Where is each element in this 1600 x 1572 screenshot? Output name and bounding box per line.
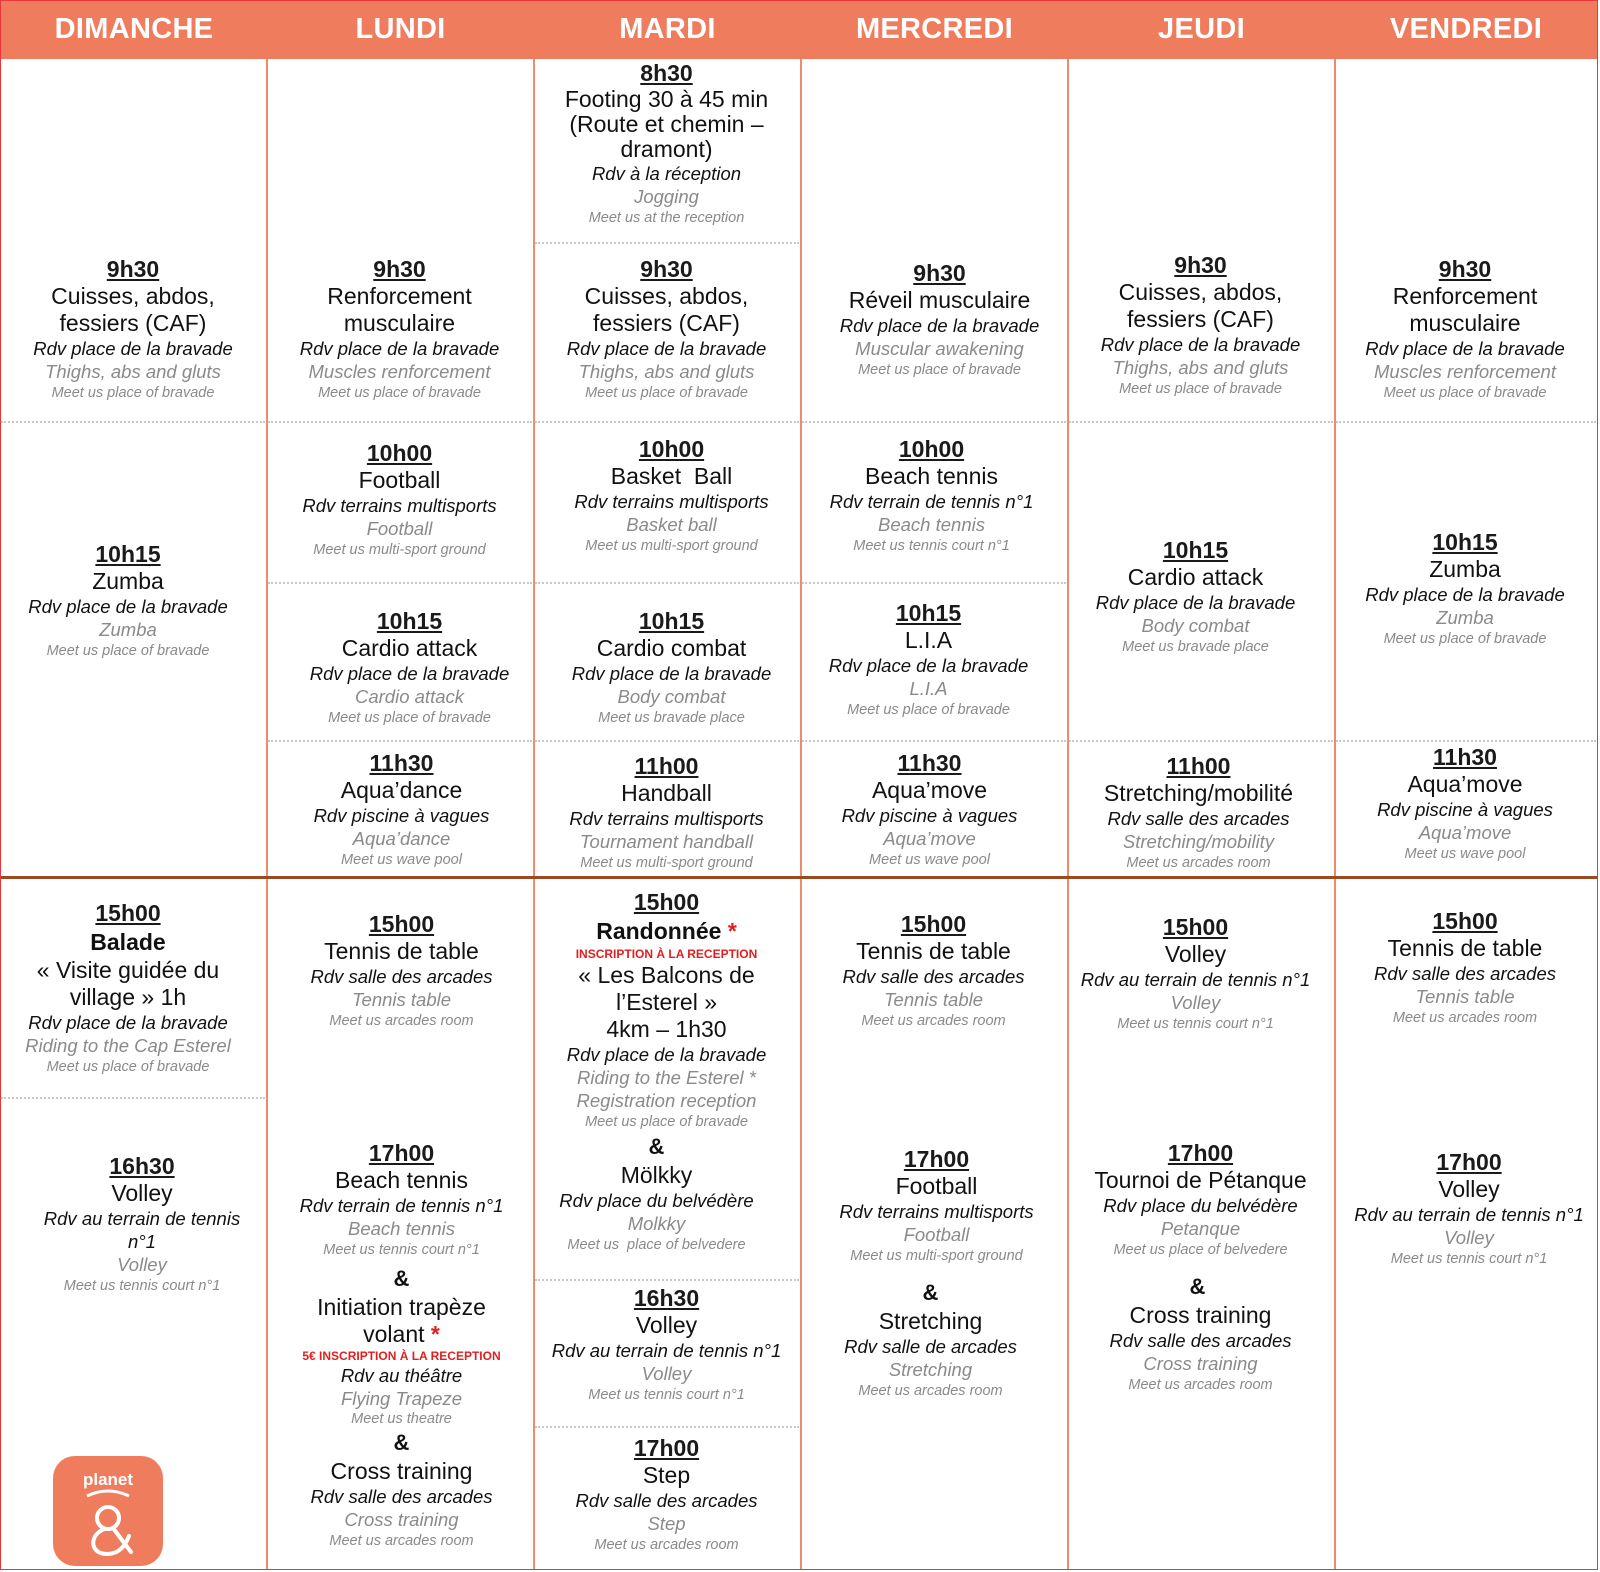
activity-lun-1000	[266, 439, 533, 560]
english-meeting-point: Meet us place of belvedere	[567, 1237, 746, 1253]
activity-title: musculaire	[1409, 310, 1521, 336]
english-title: Tennis table	[883, 989, 984, 1010]
meeting-point: Rdv terrains multisports	[839, 1201, 1034, 1222]
activity-title: Cuisses, abdos,	[584, 283, 749, 309]
row-separator	[1336, 740, 1596, 742]
activity-title: Zumba	[92, 568, 164, 594]
activity-title: Cardio combat	[596, 635, 747, 661]
row-separator	[535, 740, 799, 742]
english-title: Beach tennis	[878, 514, 985, 535]
english-title: Jogging	[634, 186, 699, 207]
english-title: Volley	[1170, 992, 1221, 1013]
activity-time: 10h15	[895, 600, 962, 626]
english-title: Cross training	[344, 1509, 459, 1530]
activity-title-text: volant	[363, 1321, 425, 1347]
activity-title: Tennis de table	[1387, 935, 1543, 961]
activity-jeu-930	[1067, 251, 1334, 399]
midday-separator	[1, 876, 1597, 879]
activity-title: Beach tennis	[865, 463, 998, 489]
meeting-point: Rdv salle des arcades	[310, 1486, 493, 1507]
english-title: Beach tennis	[348, 1218, 455, 1239]
activity-title: Renforcement	[1392, 283, 1538, 309]
english-title: Body combat	[617, 686, 726, 707]
row-separator	[535, 421, 799, 423]
english-meeting-point: Meet us wave pool	[869, 852, 990, 868]
activity-mar-1500	[533, 888, 800, 1255]
meeting-point: Rdv terrain de tennis n°1	[299, 1195, 504, 1216]
english-title: Tournament handball	[579, 831, 754, 852]
english-title: Aqua’move	[1418, 822, 1512, 843]
activity-title: Réveil musculaire	[848, 287, 1031, 313]
meeting-point: Rdv place de la bravade	[1365, 338, 1565, 359]
english-title: Thighs, abs and gluts	[1112, 357, 1289, 378]
activity-title: Renforcement	[327, 283, 472, 309]
activity-time: 15h00	[1432, 908, 1498, 934]
activity-title: Initiation trapèze	[317, 1294, 486, 1320]
activity-title: Cross training	[1129, 1302, 1272, 1328]
meeting-point: Rdv au terrain de tennis n°1	[1080, 969, 1311, 990]
english-title: Thighs, abs and gluts	[45, 361, 221, 382]
english-meeting-point: Meet us tennis court n°1	[588, 1387, 745, 1403]
english-title: Petanque	[1160, 1218, 1241, 1239]
row-separator	[1336, 421, 1596, 423]
activity-title: musculaire	[343, 310, 456, 336]
activity-mer-1000	[798, 435, 1065, 556]
activity-time: 10h15	[1432, 529, 1498, 555]
activity-title: Cuisses, abdos,	[51, 283, 215, 309]
activity-jeu-1015	[1062, 536, 1329, 657]
meeting-point: Rdv piscine à vagues	[313, 805, 490, 826]
activity-time: 9h30	[1174, 252, 1227, 278]
activity-dim-930	[0, 255, 266, 403]
english-meeting-point: Meet us place of bravade	[1383, 385, 1547, 401]
meeting-point: Rdv place de la bravade	[566, 338, 767, 359]
row-separator	[802, 740, 1066, 742]
activity-mer-1130	[796, 749, 1063, 870]
meeting-point: Rdv au théâtre	[340, 1365, 463, 1386]
english-meeting-point: Meet us tennis court n°1	[323, 1242, 480, 1258]
activity-time: 15h00	[900, 911, 967, 937]
activity-time: 10h15	[95, 541, 161, 567]
english-meeting-point: Meet us wave pool	[1404, 846, 1526, 862]
registration-notice: 5€ INSCRIPTION À LA RECEPTION	[302, 1349, 501, 1363]
meeting-point: Rdv place de la bravade	[828, 655, 1029, 676]
english-meeting-point: Meet us wave pool	[341, 852, 462, 868]
english-meeting-point: Meet us tennis court n°1	[1117, 1016, 1274, 1032]
meeting-point: Rdv place de la bravade	[1365, 584, 1565, 605]
activity-time: 17h00	[903, 1146, 970, 1172]
english-title: Football	[366, 518, 433, 539]
activity-mer-1700	[803, 1145, 1070, 1401]
english-meeting-point: Meet us place of belvedere	[1113, 1242, 1288, 1258]
english-meeting-point: Meet us arcades room	[329, 1533, 474, 1549]
english-meeting-point: Meet us bravade place	[598, 710, 745, 726]
ampersand: &	[393, 1430, 410, 1455]
meeting-point: Rdv au terrain de tennis n°1	[551, 1340, 782, 1361]
activity-title: Cardio attack	[1127, 564, 1264, 590]
activity-dim-1015	[0, 540, 256, 661]
day-header	[1, 1, 1597, 59]
activity-title: Aqua’move	[871, 777, 988, 803]
day-mercredi: MERCREDI	[855, 13, 1014, 45]
meeting-point: Rdv place de la bravade	[33, 338, 233, 359]
day-dimanche: DIMANCHE	[54, 13, 214, 45]
meeting-point: Rdv terrains multisports	[574, 491, 769, 512]
row-separator	[535, 242, 799, 244]
english-title: Tennis table	[351, 989, 452, 1010]
english-title: Registration reception	[576, 1090, 757, 1111]
english-title: Riding to the Cap Esterel	[25, 1035, 231, 1056]
activity-title: Stretching/mobilité	[1103, 780, 1294, 806]
activity-title: L.I.A	[904, 627, 953, 653]
activity-title: Cardio attack	[341, 635, 478, 661]
meeting-point: Rdv place de la bravade	[1100, 334, 1301, 355]
english-title: Muscles renforcement	[1374, 361, 1556, 382]
activity-time: 8h30	[640, 60, 693, 86]
activity-mer-1500	[800, 910, 1067, 1031]
row-separator	[1, 421, 265, 423]
activity-time: 17h00	[1167, 1140, 1234, 1166]
activity-title-bold: Randonnée	[596, 918, 722, 944]
row-separator	[1069, 421, 1333, 423]
activity-title: dramont)	[620, 136, 713, 162]
meeting-point: Rdv au terrain de tennis n°1	[1354, 1204, 1584, 1225]
activity-title: village » 1h	[69, 984, 187, 1010]
english-title: Flying Trapeze	[341, 1388, 462, 1409]
activity-title: « Visite guidée du	[36, 957, 220, 983]
english-meeting-point: Meet us tennis court n°1	[63, 1278, 221, 1294]
meeting-point: Rdv place du belvédère	[559, 1190, 754, 1211]
ampersand: &	[393, 1266, 410, 1291]
row-separator	[1069, 740, 1333, 742]
activity-title: Volley	[1438, 1176, 1500, 1202]
activity-time: 17h00	[633, 1435, 700, 1461]
registration-notice: INSCRIPTION À LA RECEPTION	[575, 947, 758, 961]
activity-title: Cuisses, abdos,	[1118, 279, 1283, 305]
activity-mar-1015	[538, 607, 805, 728]
english-meeting-point: Meet us place of bravade	[1383, 631, 1547, 647]
english-meeting-point: Meet us place of bravade	[585, 385, 748, 401]
meeting-point: Rdv au terrain de tennis	[43, 1208, 241, 1229]
activity-title: Basket Ball	[610, 463, 733, 489]
meeting-point: Rdv salle des arcades	[1107, 808, 1290, 829]
english-meeting-point: Meet us arcades room	[594, 1537, 739, 1553]
meeting-point: Rdv salle des arcades	[842, 966, 1025, 987]
ampersand: &	[1189, 1274, 1206, 1299]
meeting-point: Rdv salle des arcades	[310, 966, 493, 987]
meeting-point: Rdv piscine à vagues	[841, 805, 1018, 826]
activity-time: 11h00	[634, 753, 699, 779]
english-title: L.I.A	[909, 678, 948, 699]
row-separator	[535, 1279, 799, 1281]
english-title: Thighs, abs and gluts	[578, 361, 755, 382]
activity-ven-1700	[1338, 1148, 1600, 1269]
activity-title-bold: Balade	[90, 929, 166, 955]
activity-title: fessiers (CAF)	[1127, 306, 1274, 332]
activity-title: Tennis de table	[856, 938, 1011, 964]
english-title: Football	[903, 1224, 970, 1245]
day-jeudi: JEUDI	[1158, 13, 1245, 45]
activity-dim-1630	[14, 1152, 270, 1296]
activity-time: 9h30	[913, 260, 966, 286]
english-title: Muscles renforcement	[308, 361, 491, 382]
activity-time: 10h00	[366, 440, 433, 466]
activity-title: Stretching	[878, 1308, 983, 1334]
activity-title: Zumba	[1429, 556, 1501, 582]
activity-time: 10h15	[638, 608, 705, 634]
activity-title: (Route et chemin –	[569, 111, 764, 137]
english-meeting-point: Meet us tennis court n°1	[853, 538, 1010, 554]
english-meeting-point: Meet us at the reception	[588, 210, 745, 226]
activity-lun-1130	[268, 749, 535, 870]
activity-time: 10h15	[376, 608, 443, 634]
activity-title: Football	[895, 1173, 978, 1199]
activity-title: Cross training	[330, 1458, 473, 1484]
activity-title: l’Esterel »	[616, 989, 717, 1015]
activity-title: Volley	[635, 1312, 698, 1338]
english-title: Stretching/mobility	[1122, 831, 1275, 852]
english-meeting-point: Meet us place of bravade	[328, 710, 491, 726]
row-separator	[535, 1426, 799, 1428]
activity-title: Footing 30 à 45 min	[564, 86, 769, 112]
activity-title: Step	[642, 1462, 691, 1488]
activity-title: Aqua’dance	[340, 777, 463, 803]
activity-time: 16h30	[633, 1285, 700, 1311]
english-meeting-point: Meet us theatre	[351, 1411, 452, 1427]
activity-jeu-1700	[1067, 1139, 1334, 1395]
english-title: Cross training	[1143, 1353, 1258, 1374]
activity-time: 11h00	[1166, 753, 1231, 779]
meeting-point: Rdv piscine à vagues	[1377, 799, 1553, 820]
meeting-point: Rdv salle des arcades	[1373, 963, 1556, 984]
english-title: Step	[647, 1513, 686, 1534]
activity-time: 9h30	[1438, 256, 1492, 282]
english-title: Muscular awakening	[855, 338, 1024, 359]
activity-time: 10h00	[898, 436, 965, 462]
english-meeting-point: Meet us arcades room	[858, 1383, 1003, 1399]
activity-lun-1700	[268, 1139, 535, 1551]
planet-logo	[53, 1456, 163, 1566]
activity-title: Tennis de table	[324, 938, 479, 964]
english-title: Volley	[117, 1254, 167, 1275]
meeting-point: Rdv terrains multisports	[302, 495, 497, 516]
english-title: Riding to the Esterel *	[577, 1067, 756, 1088]
english-meeting-point: Meet us tennis court n°1	[1390, 1251, 1548, 1267]
row-separator	[268, 740, 532, 742]
activity-mar-1700	[533, 1434, 800, 1555]
english-meeting-point: Meet us place of bravade	[46, 643, 210, 659]
english-title: Zumba	[1436, 607, 1494, 628]
asterisk: *	[430, 1321, 440, 1347]
activity-title: fessiers (CAF)	[59, 310, 207, 336]
activity-ven-1130	[1334, 743, 1596, 864]
english-meeting-point: Meet us place of bravade	[1119, 381, 1282, 397]
english-title: Cardio attack	[355, 686, 464, 707]
activity-title: Football	[358, 467, 441, 493]
activity-mar-1000	[538, 435, 805, 556]
activity-time: 15h00	[95, 900, 161, 926]
activity-time: 11h30	[897, 750, 962, 776]
activity-lun-1015	[276, 607, 543, 728]
english-meeting-point: Meet us multi-sport ground	[585, 538, 758, 554]
english-meeting-point: Meet us place of bravade	[51, 385, 215, 401]
activity-title: « Les Balcons de	[578, 962, 755, 988]
activity-title: Mölkky	[620, 1162, 693, 1188]
activity-time: 10h15	[1162, 537, 1229, 563]
english-title: Volley	[641, 1363, 692, 1384]
english-meeting-point: Meet us arcades room	[329, 1013, 474, 1029]
meeting-point: Rdv à la réception	[591, 163, 742, 184]
meeting-point: Rdv salle des arcades	[575, 1490, 758, 1511]
activity-title: Volley	[111, 1180, 173, 1206]
english-title: Body combat	[1141, 615, 1250, 636]
activity-time: 15h00	[368, 911, 435, 937]
activity-title: 4km – 1h30	[606, 1016, 727, 1042]
activity-ven-930	[1334, 255, 1596, 403]
activity-title: Tournoi de Pétanque	[1094, 1167, 1307, 1193]
meeting-point: Rdv salle des arcades	[1109, 1330, 1292, 1351]
activity-mar-930	[533, 255, 800, 403]
activity-title: fessiers (CAF)	[593, 310, 740, 336]
activity-mer-930	[806, 259, 1073, 380]
english-title: Volley	[1444, 1227, 1494, 1248]
row-separator	[535, 582, 799, 584]
english-meeting-point: Meet us arcades room	[1392, 1010, 1538, 1026]
activity-title-line	[533, 916, 800, 946]
activity-time: 15h00	[1162, 914, 1229, 940]
activity-title-line	[268, 1321, 535, 1348]
meeting-point: Rdv terrain de tennis n°1	[829, 491, 1034, 512]
activity-time: 9h30	[373, 256, 426, 282]
meeting-point: Rdv place de la bravade	[28, 596, 228, 617]
activity-time: 16h30	[109, 1153, 175, 1179]
meeting-point: Rdv terrains multisports	[569, 808, 764, 829]
english-meeting-point: Meet us multi-sport ground	[580, 855, 753, 871]
english-meeting-point: Meet us multi-sport ground	[850, 1248, 1023, 1264]
english-meeting-point: Meet us arcades room	[861, 1013, 1006, 1029]
english-meeting-point: Meet us place of bravade	[46, 1059, 210, 1075]
english-title: Zumba	[99, 619, 157, 640]
activity-dim-1500	[0, 899, 256, 1077]
row-separator	[802, 421, 1066, 423]
activity-mar-1630	[533, 1284, 800, 1405]
activity-mar-1100	[533, 752, 800, 873]
day-mardi: MARDI	[619, 13, 716, 45]
activity-ven-1015	[1334, 528, 1596, 649]
activity-time: 17h00	[1436, 1149, 1502, 1175]
english-title: Tennis table	[1415, 986, 1515, 1007]
activity-time: 11h30	[369, 750, 434, 776]
activity-time: 11h30	[1433, 744, 1497, 770]
activity-lun-1500	[268, 910, 535, 1031]
day-vendredi: VENDREDI	[1389, 13, 1543, 45]
day-lundi: LUNDI	[355, 13, 446, 45]
activity-time: 9h30	[106, 256, 160, 282]
activity-title: Handball	[621, 780, 712, 806]
ampersand: &	[922, 1280, 939, 1305]
english-title: Molkky	[627, 1213, 686, 1234]
activity-jeu-1500	[1062, 913, 1329, 1034]
row-separator	[1, 1097, 265, 1099]
activity-time: 15h00	[633, 889, 700, 915]
english-title: Aqua’move	[883, 828, 976, 849]
english-meeting-point: Meet us multi-sport ground	[313, 542, 486, 558]
meeting-point: Rdv place de la bravade	[299, 338, 500, 359]
meeting-point: n°1	[128, 1231, 156, 1252]
english-meeting-point: Meet us bravade place	[1122, 639, 1269, 655]
meeting-point: Rdv place de la bravade	[839, 315, 1040, 336]
english-meeting-point: Meet us arcades room	[1126, 855, 1271, 871]
activity-mar-830	[533, 59, 800, 228]
meeting-point: Rdv place de la bravade	[571, 663, 772, 684]
activity-title: Volley	[1164, 941, 1227, 967]
meeting-point: Rdv place de la bravade	[566, 1044, 767, 1065]
activity-title: Aqua’move	[1407, 771, 1523, 797]
activity-ven-1500	[1334, 907, 1596, 1028]
english-meeting-point: Meet us arcades room	[1128, 1377, 1273, 1393]
activity-mer-1015	[795, 599, 1062, 720]
activity-time: 17h00	[368, 1140, 435, 1166]
activity-time: 10h00	[638, 436, 705, 462]
english-meeting-point: Meet us place of bravade	[858, 362, 1021, 378]
asterisk: *	[727, 918, 737, 944]
activity-lun-930	[266, 255, 533, 403]
activity-jeu-1100	[1065, 752, 1332, 873]
activity-title: Beach tennis	[335, 1167, 468, 1193]
meeting-point: Rdv place de la bravade	[1095, 592, 1296, 613]
ampersand: &	[648, 1134, 665, 1159]
row-separator	[268, 421, 532, 423]
meeting-point: Rdv place de la bravade	[309, 663, 510, 684]
english-meeting-point: Meet us place of bravade	[585, 1114, 748, 1130]
english-title: Basket ball	[626, 514, 717, 535]
row-separator	[802, 582, 1066, 584]
logo-text: planet	[82, 1470, 134, 1489]
planet-ampersand-icon	[53, 1456, 163, 1566]
english-title: Aqua’dance	[352, 828, 451, 849]
english-meeting-point: Meet us place of bravade	[847, 702, 1010, 718]
meeting-point: Rdv place du belvédère	[1103, 1195, 1298, 1216]
meeting-point: Rdv place de la bravade	[28, 1012, 228, 1033]
activity-time: 9h30	[640, 256, 693, 282]
meeting-point: Rdv salle de arcades	[844, 1336, 1017, 1357]
english-meeting-point: Meet us place of bravade	[318, 385, 481, 401]
english-title: Stretching	[888, 1359, 973, 1380]
row-separator	[268, 582, 532, 584]
